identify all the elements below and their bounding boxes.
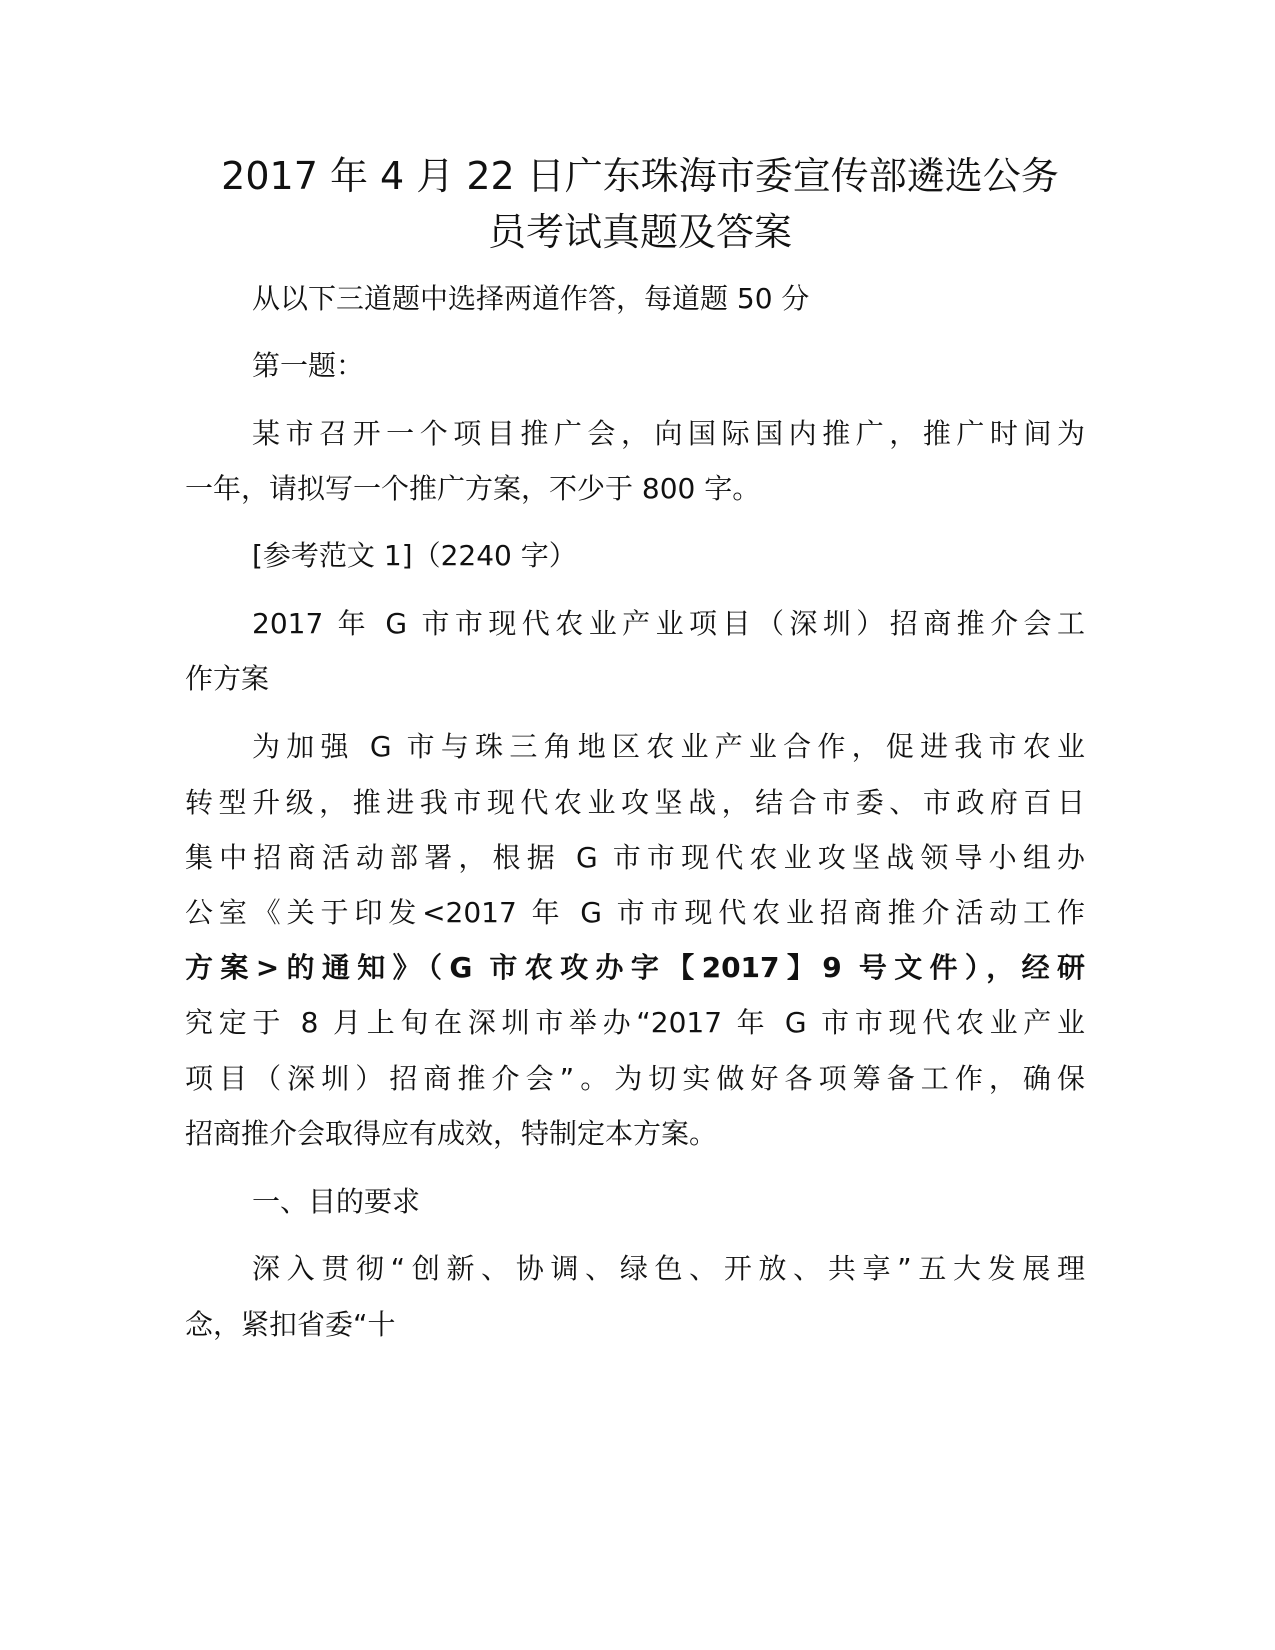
paragraph-line-6: 究定于 8 月上旬在深圳市举办“2017 年 G 市市现代农业产业 [185, 1006, 1085, 1039]
paragraph-line-2: 转型升级，推进我市现代农业攻坚战，结合市委、市政府百日 [185, 786, 1085, 819]
section-text-line-2: 念，紧扣省委“十 [185, 1308, 396, 1341]
document-title [180, 148, 1100, 260]
paragraph-line-5: 方案>的通知》（G 市农攻办字【2017】9 号文件），经研 [185, 951, 1085, 984]
question-text-line-2: 一年，请拟写一个推广方案，不少于 800 字。 [185, 472, 761, 505]
essay-title-line-1: 2017 年 G 市市现代农业产业项目（深圳）招商推介会工 [252, 607, 1085, 640]
section-heading: 一、目的要求 [252, 1185, 421, 1218]
paragraph-line-3: 集中招商活动部署，根据 G 市市现代农业攻坚战领导小组办 [185, 841, 1085, 874]
sample-essay-label: [参考范文 1]（2240 字） [252, 539, 577, 572]
question-text-line-1: 某市召开一个项目推广会，向国际国内推广，推广时间为 [252, 417, 1085, 450]
paragraph-line-4: 公室《关于印发<2017 年 G 市市现代农业招商推介活动工作 [185, 896, 1085, 929]
instruction-line: 从以下三道题中选择两道作答，每道题 50 分 [252, 282, 810, 315]
paragraph-line-8: 招商推介会取得应有成效，特制定本方案。 [185, 1117, 718, 1150]
question-heading: 第一题： [252, 349, 365, 382]
title-line-2: 员考试真题及答案 [487, 210, 792, 254]
section-text-line-1: 深入贯彻“创新、协调、绿色、开放、共享”五大发展理 [252, 1252, 1085, 1285]
title-line-1: 2017 年 4 月 22 日广东珠海市委宣传部遴选公务 [221, 154, 1059, 198]
essay-title-line-2: 作方案 [185, 662, 270, 695]
paragraph-line-1: 为加强 G 市与珠三角地区农业产业合作，促进我市农业 [252, 730, 1085, 763]
paragraph-line-7: 项目（深圳）招商推介会”。为切实做好各项筹备工作，确保 [185, 1062, 1085, 1095]
